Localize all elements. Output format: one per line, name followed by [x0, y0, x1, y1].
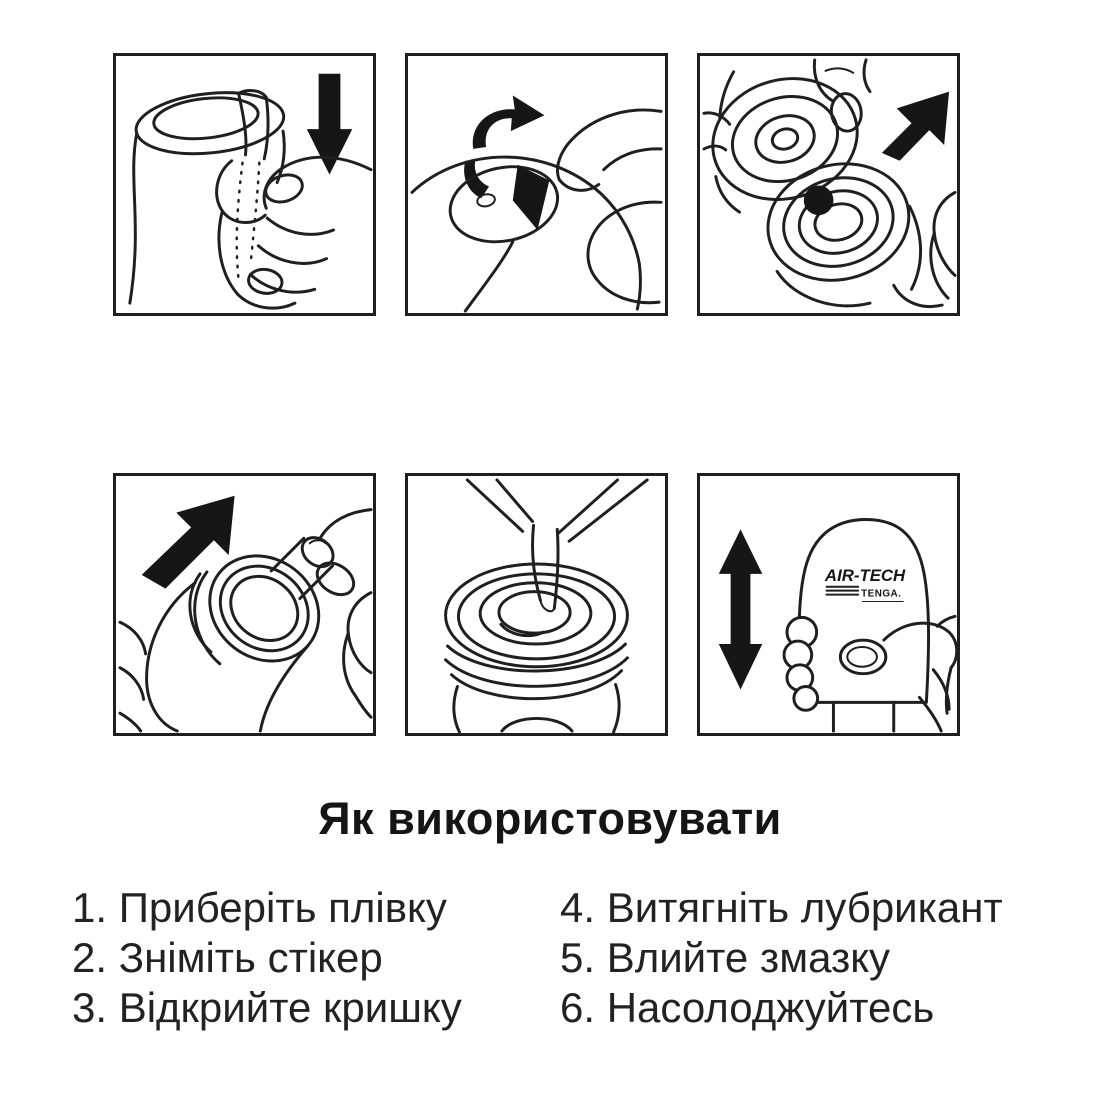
step-item-4: 4. Витягніть лубрикант	[560, 884, 1003, 931]
illustration-pour-lubricant	[408, 476, 665, 733]
arrow-rotate-icon	[473, 96, 545, 149]
illustration-remove-sticker	[408, 56, 665, 313]
illustration-enjoy	[700, 476, 957, 733]
illustration-open-cap	[700, 56, 957, 313]
step-item-5: 5. Влийте змазку	[560, 934, 891, 981]
panel-step-3-open-cap	[697, 53, 960, 316]
panel-grid	[113, 53, 960, 736]
step-item-1: 1. Приберіть плівку	[72, 884, 447, 931]
steps-list-left	[72, 883, 462, 1033]
step-item-3: 3. Відкрийте кришку	[72, 984, 462, 1031]
panel-step-6-enjoy	[697, 473, 960, 736]
step-item-2: 2. Зніміть стікер	[72, 934, 383, 981]
arrow-up-down-icon	[719, 529, 762, 689]
arrow-up-right-icon	[882, 92, 949, 161]
panel-step-5-pour-lubricant	[405, 473, 668, 736]
illustration-remove-film	[116, 56, 373, 313]
nozzle-dot	[804, 185, 834, 215]
step-item-6: 6. Насолоджуйтесь	[560, 984, 935, 1031]
panel-step-1-remove-film	[113, 53, 376, 316]
device-logo-airtech: AIR-TECH	[824, 565, 906, 585]
page-title: Як використовувати	[318, 793, 782, 844]
illustration-pull-lubricant	[116, 476, 373, 733]
panel-step-4-pull-lubricant	[113, 473, 376, 736]
steps-list-right	[560, 883, 1003, 1033]
arrow-up-right-icon	[142, 496, 235, 589]
pouch-lines	[467, 480, 522, 531]
panel-step-2-remove-sticker	[405, 53, 668, 316]
device-logo-tenga: TENGA.	[861, 588, 902, 600]
